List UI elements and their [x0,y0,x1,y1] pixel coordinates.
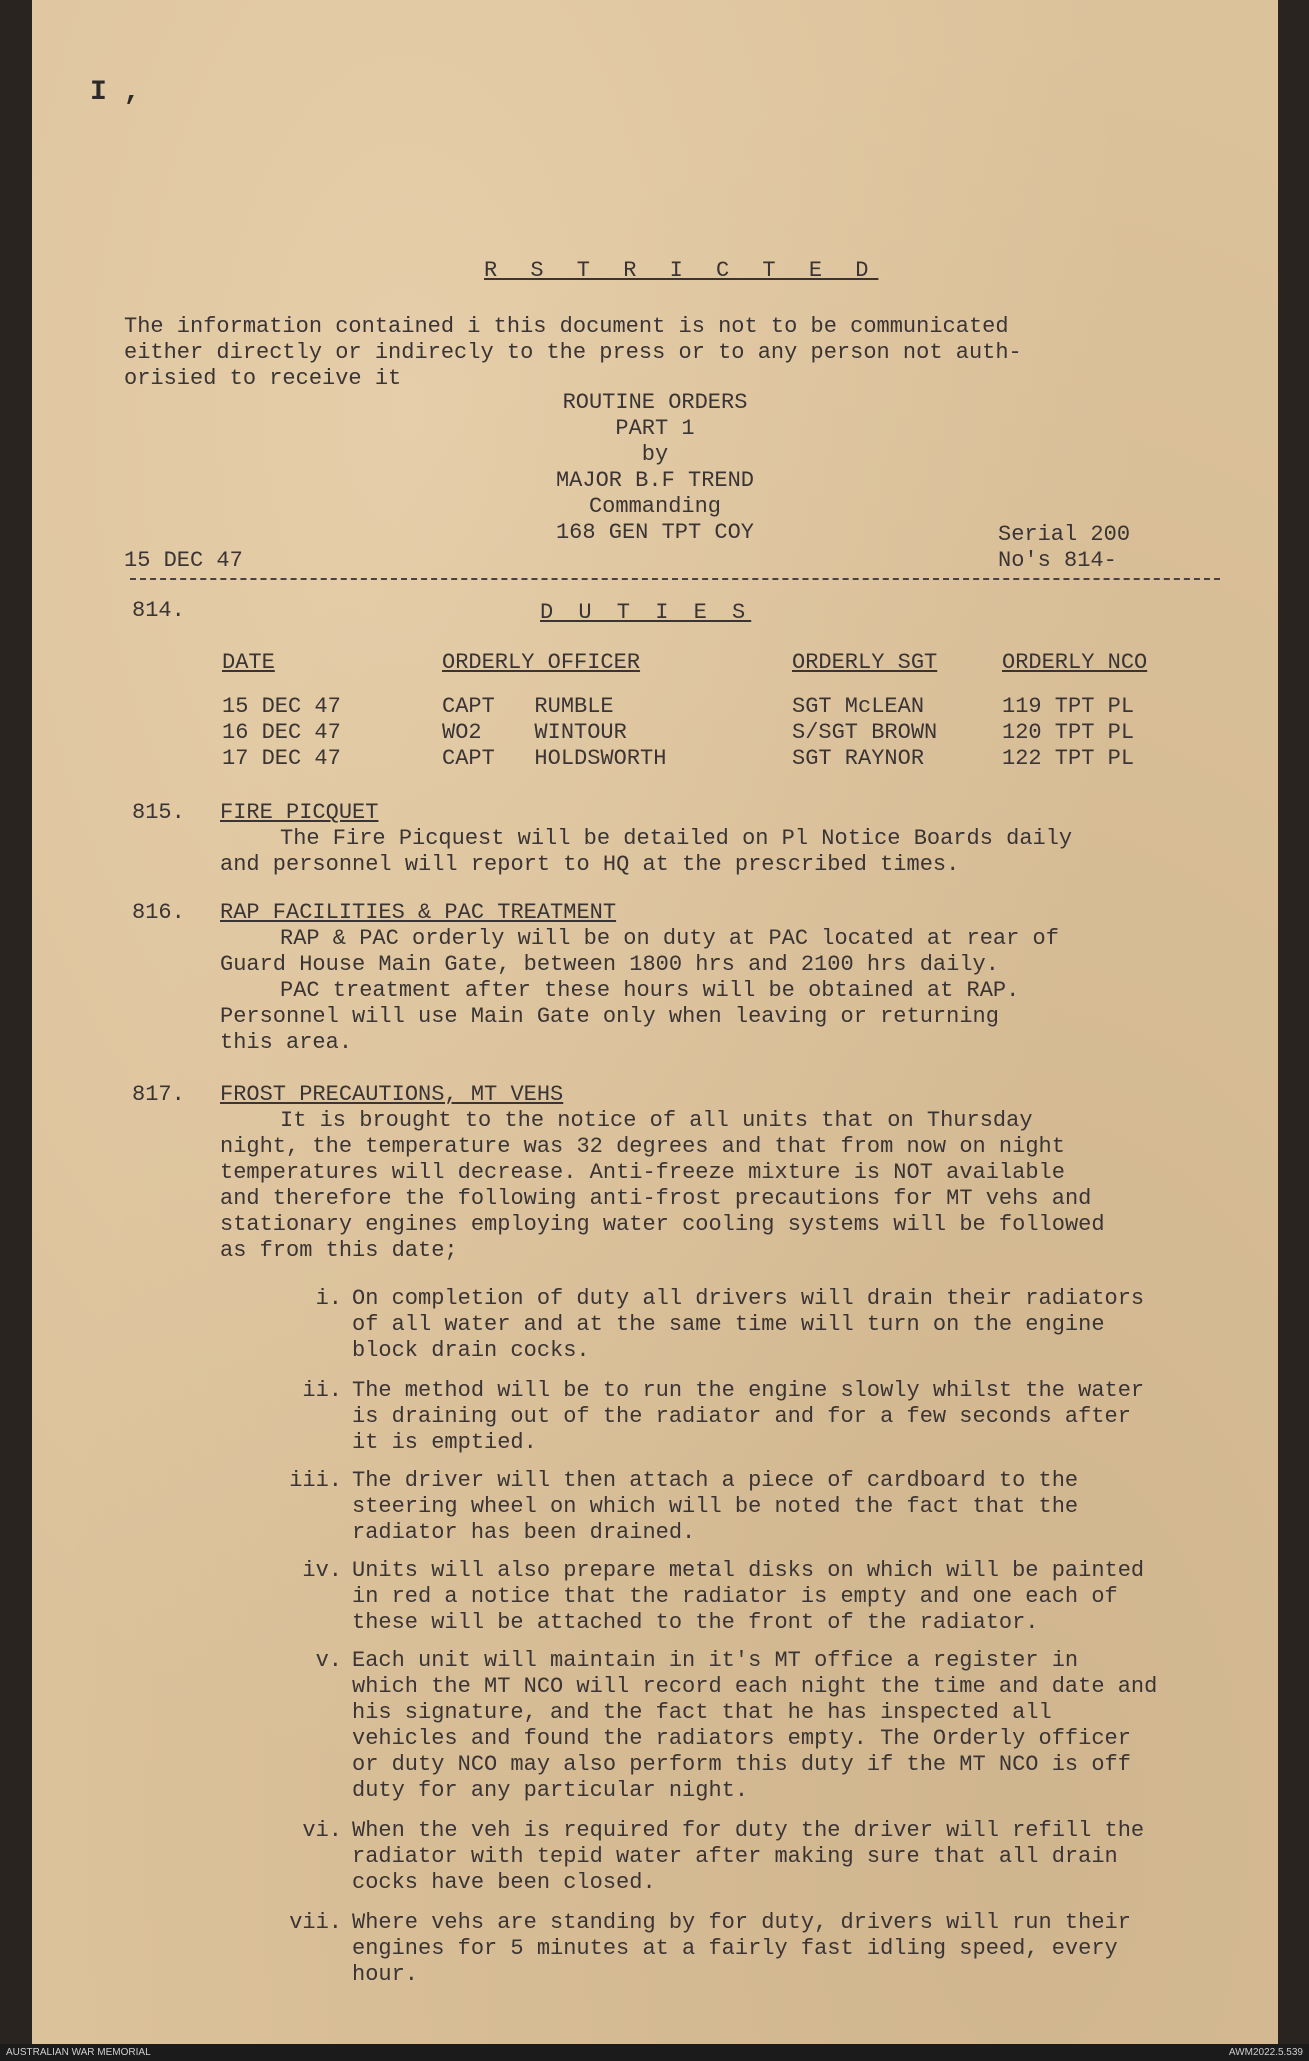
item-line: cocks have been closed. [352,1870,656,1895]
item-line: When the veh is required for duty the driver will refill the [352,1818,1145,1843]
body-line: as from this date; [220,1238,458,1263]
body-line: this area. [220,1030,353,1055]
footer-catalogue-id: AWM2022.5.539 [1228,2047,1303,2058]
body-line: PAC treatment after these hours will be obtained at RAP. [280,978,1020,1003]
serial-number: Serial 200 [998,522,1131,547]
item-line: Where vehs are standing by for duty, drivers will run their [352,1910,1131,1935]
title-line: Commanding [588,494,722,519]
body-line: stationary engines employing water cooling systems will be followed [220,1212,1105,1237]
body-line: Personnel will use Main Gate only when leaving or returning [220,1004,999,1029]
body-line: temperatures will decrease. Anti-freeze mixture is NOT available [220,1160,1065,1185]
notice-line: either directly or indirecly to the press or to any person not auth- [124,340,1022,365]
item-number: v. [315,1648,342,1673]
column-header-sgt: ORDERLY SGT [792,650,938,675]
item-line: Units will also prepare metal disks on which will be painted [352,1558,1145,1583]
item-line: it is emptied. [352,1430,537,1455]
item-number: vii. [289,1910,342,1935]
duty-nco: 122 TPT PL [1002,746,1135,771]
section-number: 817. [132,1082,185,1107]
item-line: duty for any particular night. [352,1778,749,1803]
table-row [222,694,1192,720]
section-number: 815. [132,800,185,825]
item-line: On completion of duty all drivers will drain their radiators [352,1286,1145,1311]
officer-rank: CAPT [442,694,495,719]
order-numbers: No's 814- [998,548,1117,573]
item-line: engines for 5 minutes at a fairly fast idling speed, every [352,1936,1118,1961]
item-line: block drain cocks. [352,1338,590,1363]
item-line: The driver will then attach a piece of cardboard to the [352,1468,1079,1493]
section-title: FROST PRECAUTIONS, MT VEHS [220,1082,564,1107]
officer-rank: CAPT [442,746,495,771]
item-line: Each unit will maintain in it's MT office a register in [352,1648,1079,1673]
section-number: 814. [132,598,185,623]
duty-nco: 120 TPT PL [1002,720,1135,745]
duties-table [222,650,1192,772]
item-line: these will be attached to the front of the radiator. [352,1610,1039,1635]
table-row [222,746,1192,772]
title-line: by [641,442,669,467]
item-line: steering wheel on which will be noted the fact that the [352,1494,1079,1519]
item-line: vehicles and found the radiators empty. The Orderly officer [352,1726,1131,1751]
column-header-date: DATE [222,650,275,675]
order-date: 15 DEC 47 [124,548,243,573]
body-line: and therefore the following anti-frost precautions for MT vehs and [220,1186,1092,1211]
title-line: 168 GEN TPT COY [555,520,755,545]
divider-rule [130,578,1220,580]
item-line: which the MT NCO will record each night the time and date and [352,1674,1158,1699]
archive-footer [0,2044,1309,2061]
body-line: and personnel will report to HQ at the prescribed times. [220,852,960,877]
item-number: iii. [289,1468,342,1493]
title-line: PART 1 [615,416,695,441]
item-line: of all water and at the same time will turn on the engine [352,1312,1105,1337]
item-line: in red a notice that the radiator is empty and one each of [352,1584,1118,1609]
duty-officer [442,746,792,772]
footer-institution: AUSTRALIAN WAR MEMORIAL [6,2047,151,2058]
item-number: i. [315,1286,342,1311]
item-number: ii. [302,1378,342,1403]
item-line: hour. [352,1962,419,1987]
column-header-officer: ORDERLY OFFICER [442,650,641,675]
item-number: iv. [302,1558,342,1583]
body-line: Guard House Main Gate, between 1800 hrs and 2100 hrs daily. [220,952,999,977]
duty-date: 15 DEC 47 [222,694,341,719]
item-line: is draining out of the radiator and for a few seconds after [352,1404,1131,1429]
section-number: 816. [132,900,185,925]
duty-officer [442,694,792,720]
duty-date: 16 DEC 47 [222,720,341,745]
notice-line: orisied to receive it [124,366,402,391]
duty-officer [442,720,792,746]
document-page [32,0,1278,2044]
officer-name: RUMBLE [534,694,614,719]
section-title: FIRE PICQUET [220,800,379,825]
restricted-heading: R S T R I C T E D [484,258,879,283]
officer-rank: WO2 [442,720,482,745]
notice-line: The information contained i this document is not to be communicated [124,314,1009,339]
duty-sgt: S/SGT BROWN [792,720,938,745]
table-row [222,720,1192,746]
section-title: RAP FACILITIES & PAC TREATMENT [220,900,617,925]
table-header-row [222,650,1192,676]
item-line: or duty NCO may also perform this duty if the MT NCO is off [352,1752,1131,1777]
item-line: radiator with tepid water after making sure that all drain [352,1844,1118,1869]
officer-name: HOLDSWORTH [534,746,667,771]
body-line: night, the temperature was 32 degrees and that from now on night [220,1134,1065,1159]
item-line: radiator has been drained. [352,1520,696,1545]
section-title: D U T I E S [540,600,752,625]
duty-date: 17 DEC 47 [222,746,341,771]
body-line: RAP & PAC orderly will be on duty at PAC located at rear of [280,926,1059,951]
title-line: ROUTINE ORDERS [562,390,748,415]
body-line: It is brought to the notice of all units that on Thursday [280,1108,1033,1133]
column-header-nco: ORDERLY NCO [1002,650,1148,675]
duty-sgt: SGT McLEAN [792,694,925,719]
title-line: MAJOR B.F TREND [555,468,755,493]
duty-sgt: SGT RAYNOR [792,746,925,771]
item-line: his signature, and the fact that he has inspected all [352,1700,1052,1725]
duty-nco: 119 TPT PL [1002,694,1135,719]
officer-name: WINTOUR [534,720,627,745]
corner-mark: I , [90,77,141,108]
item-number: vi. [302,1818,342,1843]
body-line: The Fire Picquest will be detailed on Pl Notice Boards daily [280,826,1073,851]
item-line: The method will be to run the engine slowly whilst the water [352,1378,1145,1403]
